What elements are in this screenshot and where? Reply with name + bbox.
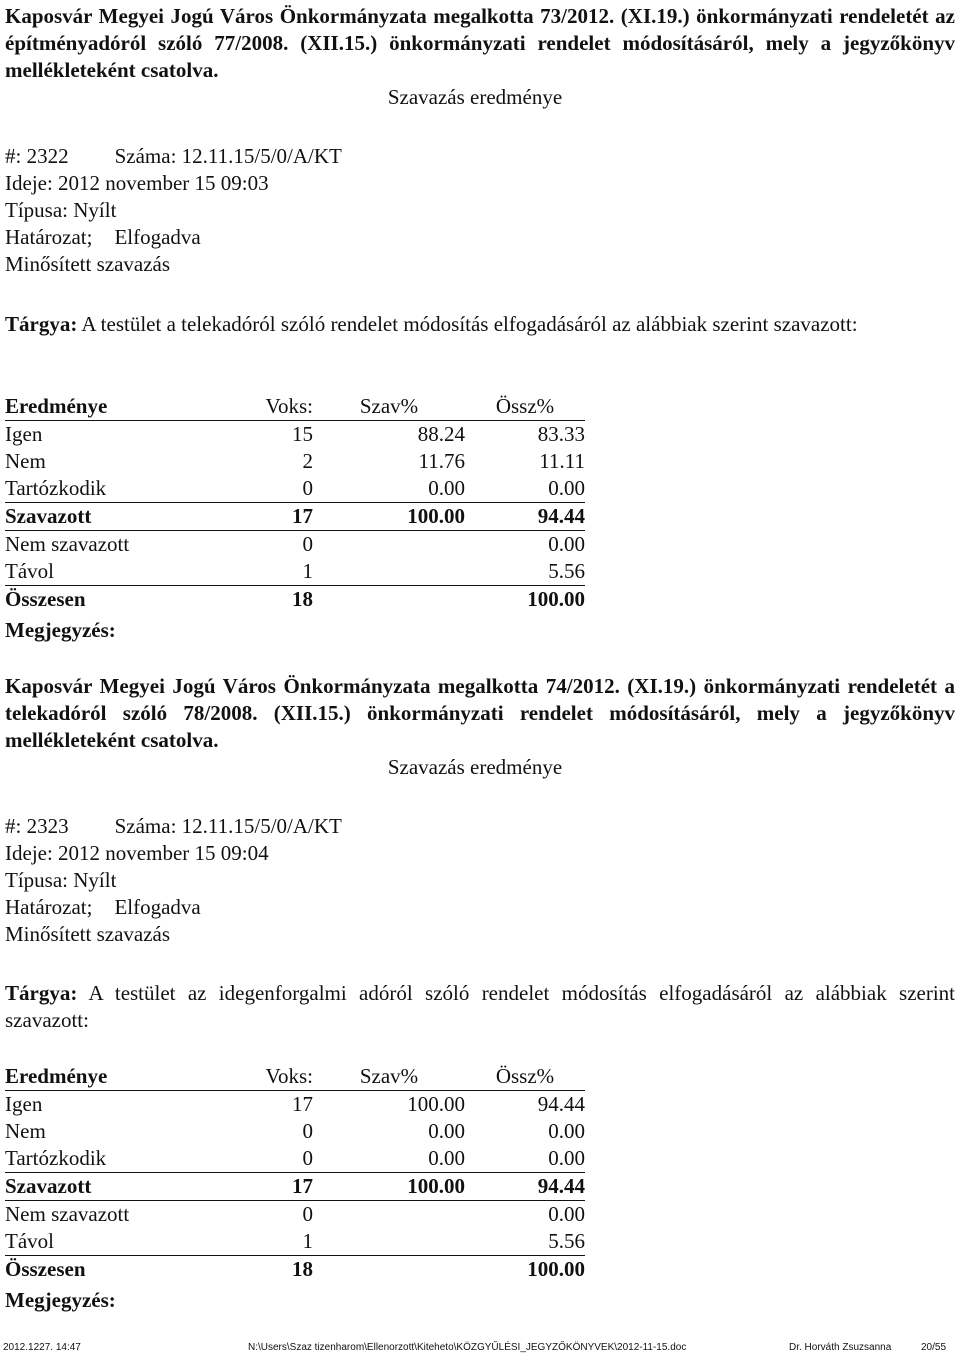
- footer-date: 2012.1227. 14:47: [3, 1342, 81, 1353]
- row-ossz: 94.44: [465, 1173, 585, 1201]
- vote-block-2: [5, 673, 955, 781]
- footer-page-number: 20/55: [921, 1342, 947, 1353]
- row-ossz: 11.11: [539, 449, 585, 473]
- table-row: [5, 1091, 585, 1119]
- row-szav: 100.00: [313, 1173, 465, 1201]
- row-szav: 88.24: [417, 422, 465, 446]
- header-ossz: Össz%: [465, 1063, 585, 1091]
- table-row: [5, 1145, 585, 1173]
- footer-author: Dr. Horváth Zsuzsanna: [789, 1342, 892, 1353]
- vote-meta-1: [5, 143, 955, 278]
- result-title: Szavazás eredménye: [387, 85, 563, 109]
- header-eredmenye: Eredménye: [5, 393, 185, 421]
- vote-minosites: Minősített szavazás: [5, 922, 171, 946]
- row-voks: 18: [292, 587, 313, 611]
- vote-hatarozat: Határozat;: [5, 225, 93, 249]
- row-label: Tartózkodik: [5, 475, 185, 503]
- vote-minosites: Minősített szavazás: [5, 252, 171, 276]
- row-voks: 17: [185, 1173, 313, 1201]
- subject-label: Tárgya:: [5, 312, 78, 336]
- note-label: Megjegyzés:: [5, 618, 116, 642]
- vote-szama: Száma: 12.11.15/5/0/A/KT: [114, 144, 342, 168]
- row-voks: 0: [185, 475, 313, 503]
- row-ossz: 100.00: [527, 587, 585, 611]
- vote-elfogadva: Elfogadva: [114, 225, 201, 249]
- row-label: Távol: [5, 1228, 185, 1256]
- table-header-row: [5, 393, 585, 421]
- row-ossz: 5.56: [465, 1228, 585, 1256]
- row-voks: 1: [185, 1228, 313, 1256]
- table-row: [5, 1256, 585, 1284]
- row-label: Szavazott: [5, 503, 185, 531]
- row-label: Igen: [5, 422, 43, 446]
- row-voks: 0: [302, 532, 313, 556]
- row-szav: [313, 1228, 465, 1256]
- subject-text: A testület a telekadóról szóló rendelet módosítás elfogadásáról az alábbiak szerint szavazott:: [81, 312, 858, 336]
- row-voks: 0: [302, 1202, 313, 1226]
- row-voks: 1: [185, 558, 313, 586]
- row-label: Összesen: [5, 1257, 86, 1281]
- row-voks: 15: [292, 422, 313, 446]
- vote-tipusa: Típusa: Nyílt: [5, 198, 117, 222]
- row-label: Nem szavazott: [5, 1202, 130, 1226]
- vote-table-1: [5, 393, 955, 643]
- row-ossz: 83.33: [537, 422, 585, 446]
- row-voks: 17: [292, 1092, 313, 1116]
- header-szav: Szav%: [313, 1063, 465, 1091]
- row-label: Nem szavazott: [5, 532, 130, 556]
- row-ossz: 94.44: [465, 503, 585, 531]
- table-row: [5, 503, 585, 531]
- row-ossz: 0.00: [548, 1202, 585, 1226]
- row-szav: 0.00: [428, 1119, 465, 1143]
- vote-szama: Száma: 12.11.15/5/0/A/KT: [114, 814, 342, 838]
- vote-ideje: Ideje: 2012 november 15 09:03: [5, 171, 269, 195]
- row-szav: [313, 558, 465, 586]
- table-row: [5, 1228, 585, 1256]
- header-voks: Voks:: [185, 1063, 313, 1091]
- header-voks: Voks:: [185, 393, 313, 421]
- vote-table: [5, 1063, 585, 1283]
- table-header-row: [5, 1063, 585, 1091]
- row-szav: 100.00: [407, 1092, 465, 1116]
- row-ossz: 100.00: [527, 1257, 585, 1281]
- note-label: Megjegyzés:: [5, 1288, 116, 1312]
- subject-text: A testület az idegenforgalmi adóról szóló rendelet módosítás elfogadásáról az alábbiak szerint szavazott:: [5, 981, 956, 1032]
- resolution-intro: Kaposvár Megyei Jogú Város Önkormányzata megalkotta 73/2012. (XI.19.) önkormányzati rendeletét az építményadóról szóló 77/2008. (XII.15.) önkormányzati rendelet módosításáról, mely a jegyzőkönyv mellékleteként csatolva.: [5, 4, 955, 82]
- table-row: [5, 1173, 585, 1201]
- row-szav: 0.00: [313, 1145, 465, 1173]
- row-ossz: 0.00: [465, 1145, 585, 1173]
- row-label: Igen: [5, 1092, 43, 1116]
- row-label: Nem: [5, 1119, 46, 1143]
- row-label: Összesen: [5, 587, 86, 611]
- vote-block-1: [5, 3, 955, 111]
- table-row: [5, 531, 585, 559]
- row-label: Távol: [5, 558, 185, 586]
- resolution-intro: Kaposvár Megyei Jogú Város Önkormányzata megalkotta 74/2012. (XI.19.) önkormányzati rendeletét a telekadóról szóló 78/2008. (XII.15.) önkormányzati rendelet módosításáról, mely a jegyzőkönyv mellékleteként csatolva.: [5, 674, 955, 752]
- result-title: Szavazás eredménye: [387, 755, 563, 779]
- page-footer: [3, 1340, 957, 1356]
- vote-subject-1: [5, 311, 955, 338]
- row-label: Szavazott: [5, 1173, 185, 1201]
- row-szav: 0.00: [313, 475, 465, 503]
- row-szav: [313, 1201, 465, 1229]
- row-voks: 2: [302, 449, 313, 473]
- table-row: [5, 586, 585, 614]
- row-voks: 17: [185, 503, 313, 531]
- vote-hatarozat: Határozat;: [5, 895, 93, 919]
- header-ossz: Össz%: [465, 393, 585, 421]
- vote-ideje: Ideje: 2012 november 15 09:04: [5, 841, 269, 865]
- table-row: [5, 1118, 585, 1145]
- row-label: Nem: [5, 449, 46, 473]
- row-ossz: 5.56: [465, 558, 585, 586]
- vote-number: #: 2323: [5, 814, 69, 838]
- vote-elfogadva: Elfogadva: [114, 895, 201, 919]
- row-szav: 11.76: [418, 449, 465, 473]
- row-ossz: 0.00: [465, 475, 585, 503]
- table-row: [5, 558, 585, 586]
- vote-table: [5, 393, 585, 613]
- table-row: [5, 421, 585, 449]
- row-voks: 18: [292, 1257, 313, 1281]
- footer-path: N:\Users\Szaz tizenharom\Ellenorzott\Kiteheto\KÖZGYŰLÉSI_JEGYZŐKÖNYVEK\2012-11-15.doc: [248, 1342, 687, 1353]
- table-row: [5, 475, 585, 503]
- row-ossz: 0.00: [548, 1119, 585, 1143]
- subject-label: Tárgya:: [5, 981, 78, 1005]
- row-ossz: 0.00: [548, 532, 585, 556]
- row-szav: [313, 531, 465, 559]
- vote-meta-2: [5, 813, 955, 948]
- vote-tipusa: Típusa: Nyílt: [5, 868, 117, 892]
- row-ossz: 94.44: [537, 1092, 585, 1116]
- table-row: [5, 448, 585, 475]
- row-szav: [313, 1256, 465, 1284]
- row-szav: 100.00: [313, 503, 465, 531]
- vote-subject-2: [5, 980, 955, 1034]
- header-szav: Szav%: [313, 393, 465, 421]
- vote-number: #: 2322: [5, 144, 69, 168]
- header-eredmenye: Eredménye: [5, 1063, 185, 1091]
- vote-table-2: [5, 1063, 955, 1313]
- row-voks: 0: [302, 1119, 313, 1143]
- row-voks: 0: [185, 1145, 313, 1173]
- row-szav: [313, 586, 465, 614]
- row-label: Tartózkodik: [5, 1145, 185, 1173]
- table-row: [5, 1201, 585, 1229]
